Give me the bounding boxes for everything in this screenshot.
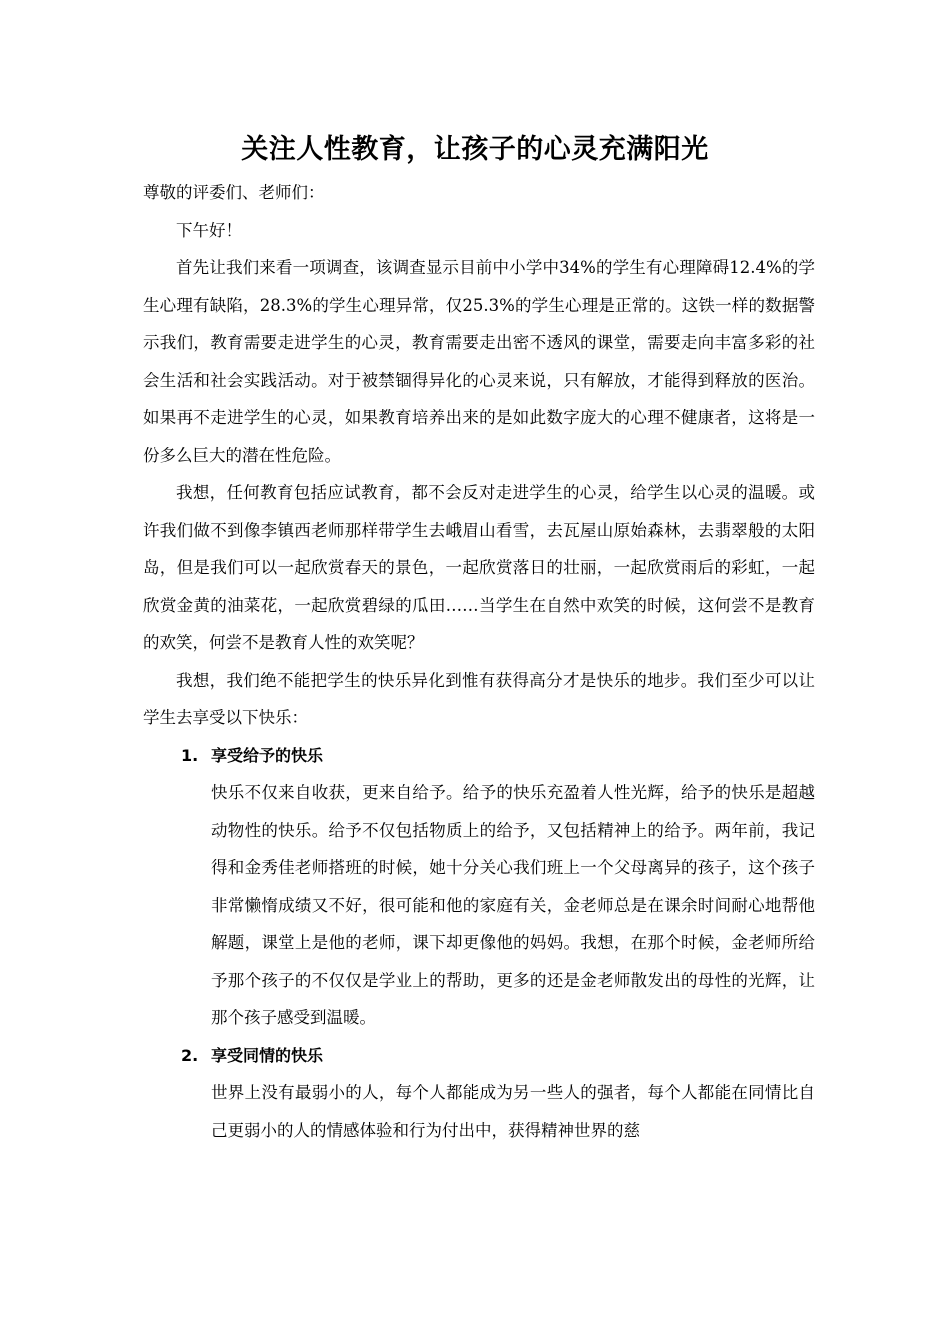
list-item-1-heading-text: 享受给予的快乐: [211, 745, 324, 765]
salutation: 尊敬的评委们、老师们：: [143, 183, 325, 202]
paragraph-2: 我想，任何教育包括应试教育，都不会反对走进学生的心灵，给学生以心灵的温暖。或许我们做不到像李镇西老师那样带学生去峨眉山看雪，去瓦屋山原始森林，去翡翠般的太阳岛，但是我们可以一起欣赏春天的景色，一起欣赏落日的壮丽，一起欣赏雨后的彩虹，一起欣赏金黄的油菜花，一起欣赏碧绿的瓜田……当学生在自然中欢笑的时候，这何尝不是教育的欢笑，何尝不是教育人性的欢笑呢？: [143, 483, 815, 652]
list-item-1-body: 快乐不仅来自收获，更来自给予。给予的快乐充盈着人性光辉，给予的快乐是超越动物性的快乐。给予不仅包括物质上的给予，又包括精神上的给予。两年前，我记得和金秀佳老师搭班的时候，她十分关心我们班上一个父母离异的孩子，这个孩子非常懒惰成绩又不好，很可能和他的家庭有关，金老师总是在课余时间耐心地帮他解题，课堂上是他的老师，课下却更像他的妈妈。我想，在那个时候，金老师所给予那个孩子的不仅仅是学业上的帮助，更多的还是金老师散发出的母性的光辉，让那个孩子感受到温暖。: [211, 783, 815, 1027]
document-body: [143, 174, 815, 1149]
list-item-2-number: 2.: [181, 1045, 199, 1065]
list-item-2-body: 世界上没有最弱小的人，每个人都能成为另一些人的强者，每个人都能在同情比自己更弱小的人的情感体验和行为付出中，获得精神世界的慈: [211, 1083, 815, 1140]
list-item-1-heading: [143, 737, 815, 775]
document-title: 关注人性教育，让孩子的心灵充满阳光: [241, 134, 709, 165]
paragraph-3: 我想，我们绝不能把学生的快乐异化到惟有获得高分才是快乐的地步。我们至少可以让学生去享受以下快乐：: [143, 670, 815, 727]
paragraph-1: 首先让我们来看一项调查，该调查显示目前中小学中34%的学生有心理障碍12.4%的学生心理有缺陷，28.3%的学生心理异常，仅25.3%的学生心理是正常的。这铁一样的数据警示我们，教育需要走进学生的心灵，教育需要走出密不透风的课堂，需要走向丰富多彩的社会生活和社会实践活动。对于被禁锢得异化的心灵来说，只有解放，才能得到释放的医治。如果再不走进学生的心灵，如果教育培养出来的是如此数字庞大的心理不健康者，这将是一份多么巨大的潜在性危险。: [143, 258, 815, 465]
list-item-2-heading-text: 享受同情的快乐: [211, 1045, 324, 1065]
list-item-2-heading: [143, 1037, 815, 1075]
greeting: 下午好！: [176, 220, 242, 240]
list-item-1-number: 1.: [181, 745, 199, 765]
